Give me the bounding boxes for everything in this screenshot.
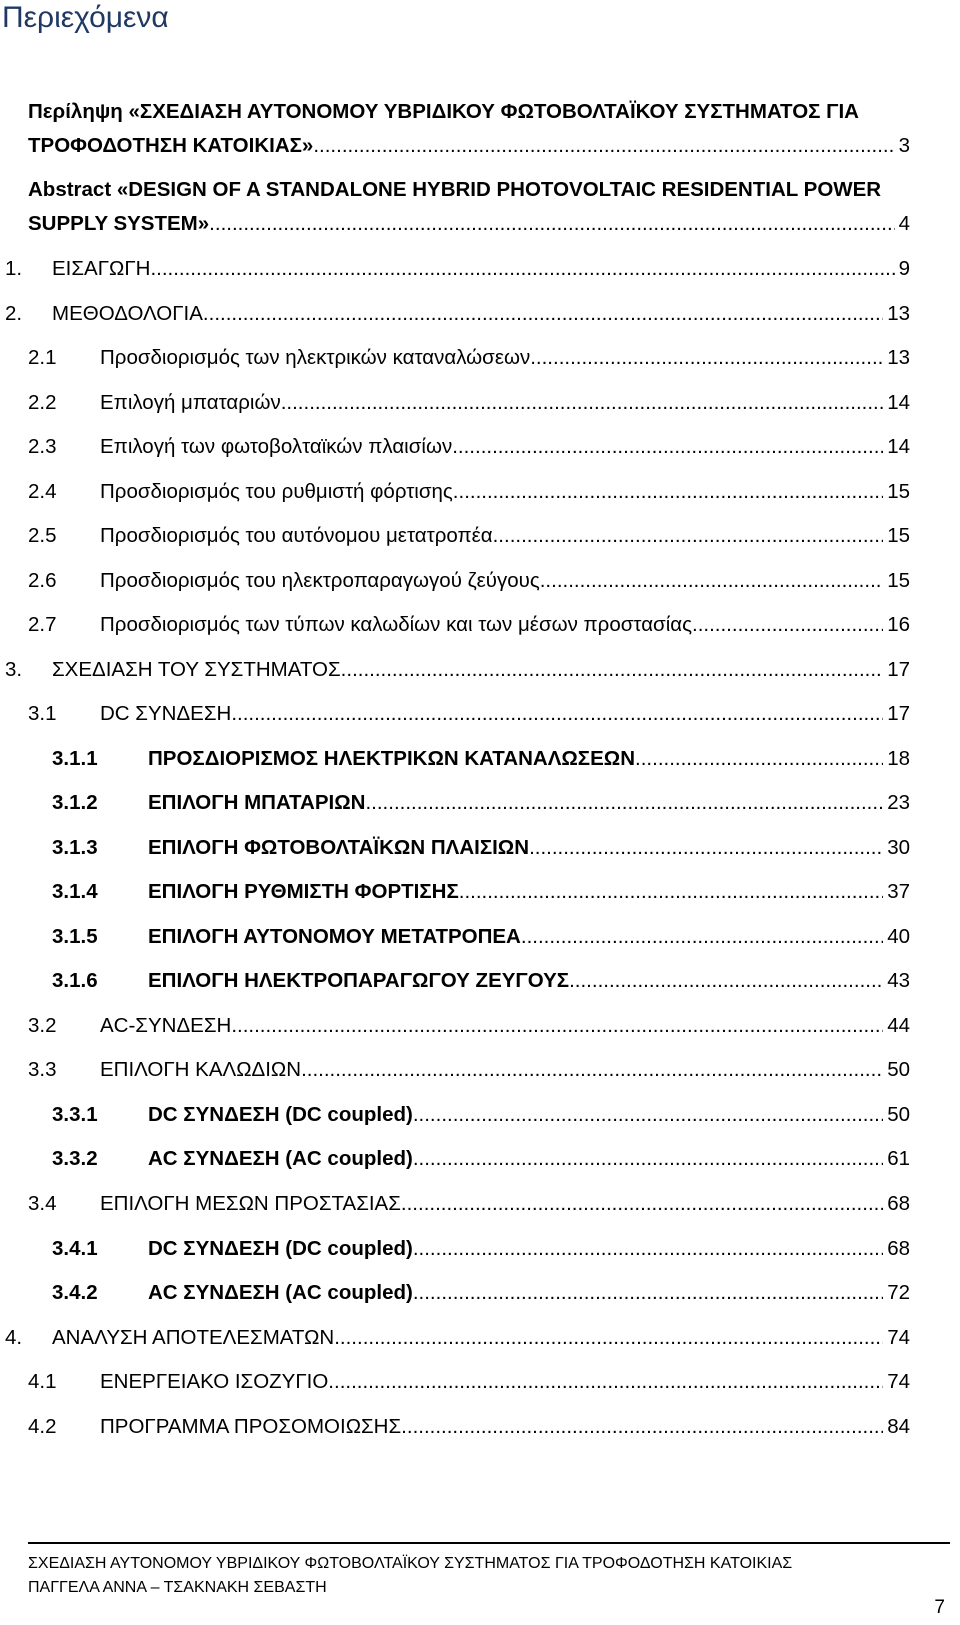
toc-entry-label: AC-ΣΥΝΔΕΣΗ — [100, 1014, 232, 1037]
toc-abstract-line2: SUPPLY SYSTEM» — [28, 212, 210, 235]
leader-dots — [459, 875, 883, 909]
leader-dots — [231, 697, 883, 731]
toc-page-number: 3 — [898, 134, 910, 157]
leader-dots — [493, 519, 884, 553]
toc-entry-label: ΕΙΣΑΓΩΓΗ — [52, 257, 151, 280]
toc-entry-label: Προσδιορισμός των ηλεκτρικών καταναλώσεων — [100, 346, 531, 369]
toc-page-number: 50 — [887, 1103, 910, 1126]
footer-title: ΣΧΕΔΙΑΣΗ ΑΥΤΟΝΟΜΟΥ ΥΒΡΙΔΙΚΟΥ ΦΩΤΟΒΟΛΤΑΪΚΟΥ ΣΥΣΤΗΜΑΤΟΣ ΓΙΑ ΤΡΟΦΟΔΟΤΗΣΗ ΚΑΤΟΙΚΙΑΣ — [28, 1555, 793, 1572]
toc-entry-number: 2.2 — [28, 391, 57, 414]
toc-entry-number: 2.1 — [28, 346, 57, 369]
toc-page-number: 15 — [887, 524, 910, 547]
toc-abstract-line1[interactable]: Abstract «DESIGN OF A STANDALONE HYBRID PHOTOVOLTAIC RESIDENTIAL POWER — [28, 178, 882, 201]
toc-entry-3-1-1[interactable] — [52, 742, 910, 776]
toc-entry-number: 2.5 — [28, 524, 57, 547]
toc-page-number: 68 — [887, 1237, 910, 1260]
leader-dots — [328, 1365, 883, 1399]
toc-entry-number: 3.4.2 — [52, 1281, 98, 1304]
toc-page-number: 9 — [898, 257, 910, 280]
toc-entry-label: AC ΣΥΝΔΕΣΗ (AC coupled) — [148, 1147, 413, 1170]
toc-entry-2-4[interactable] — [28, 475, 910, 509]
toc-page-number: 44 — [887, 1014, 910, 1037]
toc-entry-label: DC ΣΥΝΔΕΣΗ — [100, 702, 232, 725]
toc-entry-3-1-6[interactable] — [52, 964, 910, 998]
toc-entry-3-1-3[interactable] — [52, 831, 910, 865]
leader-dots — [413, 1098, 883, 1132]
toc-entry-label: Επιλογή των φωτοβολταϊκών πλαισίων — [100, 435, 453, 458]
toc-summary-line2: ΤΡΟΦΟΔΟΤΗΣΗ ΚΑΤΟΙΚΙΑΣ» — [28, 134, 314, 157]
toc-entry-number: 3.4.1 — [52, 1237, 98, 1260]
toc-entry-number: 3.1.2 — [52, 791, 98, 814]
toc-entry-label: Επιλογή μπαταριών — [100, 391, 281, 414]
toc-page-number: 50 — [887, 1058, 910, 1081]
toc-entry-number: 3.1.5 — [52, 925, 98, 948]
toc-abstract[interactable] — [28, 207, 910, 241]
leader-dots — [413, 1232, 883, 1266]
toc-entry-number: 3.2 — [28, 1014, 57, 1037]
toc-entry-label: Προσδιορισμός του αυτόνομου μετατροπέα — [100, 524, 493, 547]
toc-entry-label: ΕΠΙΛΟΓΗ ΚΑΛΩΔΙΩΝ — [100, 1058, 302, 1081]
toc-page-number: 74 — [887, 1326, 910, 1349]
toc-entry-label: ΕΠΙΛΟΓΗ ΡΥΘΜΙΣΤΗ ΦΟΡΤΙΣΗΣ — [148, 880, 459, 903]
toc-entry-number: 3.1.1 — [52, 747, 98, 770]
toc-entry-label: Προσδιορισμός του ρυθμιστή φόρτισης — [100, 480, 453, 503]
toc-page-number: 4 — [898, 212, 910, 235]
toc-entry-3-3[interactable] — [28, 1053, 910, 1087]
toc-page-number: 17 — [887, 702, 910, 725]
toc-entry-2-1[interactable] — [28, 341, 910, 375]
toc-entry-number: 1. — [5, 257, 23, 280]
toc-page-number: 18 — [887, 747, 910, 770]
toc-entry-label: ΕΝΕΡΓΕΙΑΚΟ ΙΣΟΖΥΓΙΟ — [100, 1370, 329, 1393]
toc-entry-number: 2.6 — [28, 569, 57, 592]
toc-page-number: 15 — [887, 480, 910, 503]
toc-entry-number: 3.1.4 — [52, 880, 98, 903]
toc-entry-number: 2.4 — [28, 480, 57, 503]
toc-entry-number: 2.3 — [28, 435, 57, 458]
toc-summary[interactable] — [28, 129, 910, 163]
footer-authors: ΠΑΓΓΕΛΑ ΑΝΝΑ – ΤΣΑΚΝΑΚΗ ΣΕΒΑΣΤΗ — [28, 1579, 327, 1596]
page-title: Περιεχόμενα — [2, 1, 169, 34]
toc-entry-number: 3. — [5, 658, 23, 681]
toc-entry-3-1[interactable] — [28, 697, 910, 731]
toc-entry-label: ΣΧΕΔΙΑΣΗ ΤΟΥ ΣΥΣΤΗΜΑΤΟΣ — [52, 658, 341, 681]
leader-dots — [301, 1053, 883, 1087]
toc-entry-number: 3.3.1 — [52, 1103, 98, 1126]
toc-entry-label: ΕΠΙΛΟΓΗ ΦΩΤΟΒΟΛΤΑΪΚΩΝ ΠΛΑΙΣΙΩΝ — [148, 836, 530, 859]
leader-dots — [635, 742, 883, 776]
toc-page-number: 13 — [887, 346, 910, 369]
leader-dots — [529, 831, 883, 865]
leader-dots — [452, 430, 883, 464]
footer-divider — [28, 1542, 950, 1544]
toc-page-number: 17 — [887, 658, 910, 681]
leader-dots — [521, 920, 883, 954]
leader-dots — [540, 564, 883, 598]
toc-entry-number: 3.1.3 — [52, 836, 98, 859]
toc-entry-3-2[interactable] — [28, 1009, 910, 1043]
toc-page-number: 40 — [887, 925, 910, 948]
toc-entry-2-2[interactable] — [28, 386, 910, 420]
leader-dots — [203, 297, 883, 331]
leader-dots — [334, 1321, 883, 1355]
toc-page-number: 37 — [887, 880, 910, 903]
toc-entry-3-4[interactable] — [28, 1187, 910, 1221]
leader-dots — [313, 129, 894, 163]
toc-summary-line1[interactable]: Περίληψη «ΣΧΕΔΙΑΣΗ ΑΥΤΟΝΟΜΟΥ ΥΒΡΙΔΙΚΟΥ ΦΩΤΟΒΟΛΤΑΪΚΟΥ ΣΥΣΤΗΜΑΤΟΣ ΓΙΑ — [28, 100, 859, 123]
leader-dots — [413, 1276, 883, 1310]
toc-entry-label: DC ΣΥΝΔΕΣΗ (DC coupled) — [148, 1103, 413, 1126]
leader-dots — [281, 386, 883, 420]
toc-entry-4-2[interactable] — [28, 1410, 910, 1444]
toc-page-number: 72 — [887, 1281, 910, 1304]
toc-entry-label: AC ΣΥΝΔΕΣΗ (AC coupled) — [148, 1281, 413, 1304]
toc-entry-number: 4. — [5, 1326, 23, 1349]
toc-entry-3-1-5[interactable] — [52, 920, 910, 954]
toc-entry-3[interactable] — [5, 653, 910, 687]
leader-dots — [692, 608, 883, 642]
toc-entry-2-7[interactable] — [28, 608, 910, 642]
toc-page-number: 43 — [887, 969, 910, 992]
toc-page-number: 13 — [887, 302, 910, 325]
toc-entry-label: ΕΠΙΛΟΓΗ ΜΕΣΩΝ ΠΡΟΣΤΑΣΙΑΣ — [100, 1192, 401, 1215]
toc-entry-label: ΜΕΘΟΔΟΛΟΓΙΑ — [52, 302, 203, 325]
toc-page-number: 14 — [887, 435, 910, 458]
toc-entry-label: ΠΡΟΣΔΙΟΡΙΣΜΟΣ ΗΛΕΚΤΡΙΚΩΝ ΚΑΤΑΝΑΛΩΣΕΩΝ — [148, 747, 636, 770]
toc-entry-2-6[interactable] — [28, 564, 910, 598]
page-number: 7 — [934, 1597, 945, 1618]
toc-entry-label: ΑΝΑΛΥΣΗ ΑΠΟΤΕΛΕΣΜΑΤΩΝ — [52, 1326, 335, 1349]
toc-page-number: 30 — [887, 836, 910, 859]
toc-entry-label: Προσδιορισμός των τύπων καλωδίων και των μέσων προστασίας — [100, 613, 692, 636]
toc-entry-number: 3.4 — [28, 1192, 57, 1215]
leader-dots — [231, 1009, 883, 1043]
toc-entry-3-3-2[interactable] — [52, 1142, 910, 1176]
toc-entry-label: ΠΡΟΓΡΑΜΜΑ ΠΡΟΣΟΜΟΙΩΣΗΣ — [100, 1415, 402, 1438]
toc-entry-label: ΕΠΙΛΟΓΗ ΜΠΑΤΑΡΙΩΝ — [148, 791, 366, 814]
toc-entry-1[interactable] — [5, 252, 910, 286]
toc-entry-label: ΕΠΙΛΟΓΗ ΗΛΕΚΤΡΟΠΑΡΑΓΩΓΟΥ ΖΕΥΓΟΥΣ — [148, 969, 570, 992]
toc-entry-number: 3.3 — [28, 1058, 57, 1081]
toc-entry-3-1-2[interactable] — [52, 786, 910, 820]
leader-dots — [530, 341, 883, 375]
toc-entry-label: Προσδιορισμός του ηλεκτροπαραγωγού ζεύγους — [100, 569, 540, 592]
toc-entry-number: 3.1 — [28, 702, 57, 725]
toc-entry-3-3-1[interactable] — [52, 1098, 910, 1132]
toc-entry-number: 2.7 — [28, 613, 57, 636]
toc-entry-2-5[interactable] — [28, 519, 910, 553]
toc-entry-number: 2. — [5, 302, 23, 325]
leader-dots — [150, 252, 894, 286]
leader-dots — [209, 207, 894, 241]
leader-dots — [401, 1187, 883, 1221]
leader-dots — [341, 653, 884, 687]
toc-page-number: 16 — [887, 613, 910, 636]
toc-page-number: 23 — [887, 791, 910, 814]
toc-entry-number: 4.2 — [28, 1415, 57, 1438]
toc-page-number: 15 — [887, 569, 910, 592]
leader-dots — [453, 475, 883, 509]
toc-page-number: 14 — [887, 391, 910, 414]
toc-page-number: 74 — [887, 1370, 910, 1393]
toc-entry-number: 4.1 — [28, 1370, 57, 1393]
leader-dots — [401, 1410, 883, 1444]
toc-entry-2[interactable] — [5, 297, 910, 331]
toc-entry-2-3[interactable] — [28, 430, 910, 464]
toc-page-number: 61 — [887, 1147, 910, 1170]
toc-entry-label: DC ΣΥΝΔΕΣΗ (DC coupled) — [148, 1237, 413, 1260]
toc-entry-number: 3.1.6 — [52, 969, 98, 992]
toc-entry-4[interactable] — [5, 1321, 910, 1355]
toc-entry-3-4-1[interactable] — [52, 1232, 910, 1266]
toc-entry-label: ΕΠΙΛΟΓΗ ΑΥΤΟΝΟΜΟΥ ΜΕΤΑΤΡΟΠΕΑ — [148, 925, 521, 948]
toc-page-number: 68 — [887, 1192, 910, 1215]
leader-dots — [365, 786, 883, 820]
toc-entry-3-1-4[interactable] — [52, 875, 910, 909]
toc-entry-number: 3.3.2 — [52, 1147, 98, 1170]
toc-page-number: 84 — [887, 1415, 910, 1438]
toc-entry-4-1[interactable] — [28, 1365, 910, 1399]
toc-entry-3-4-2[interactable] — [52, 1276, 910, 1310]
leader-dots — [413, 1142, 883, 1176]
leader-dots — [569, 964, 883, 998]
